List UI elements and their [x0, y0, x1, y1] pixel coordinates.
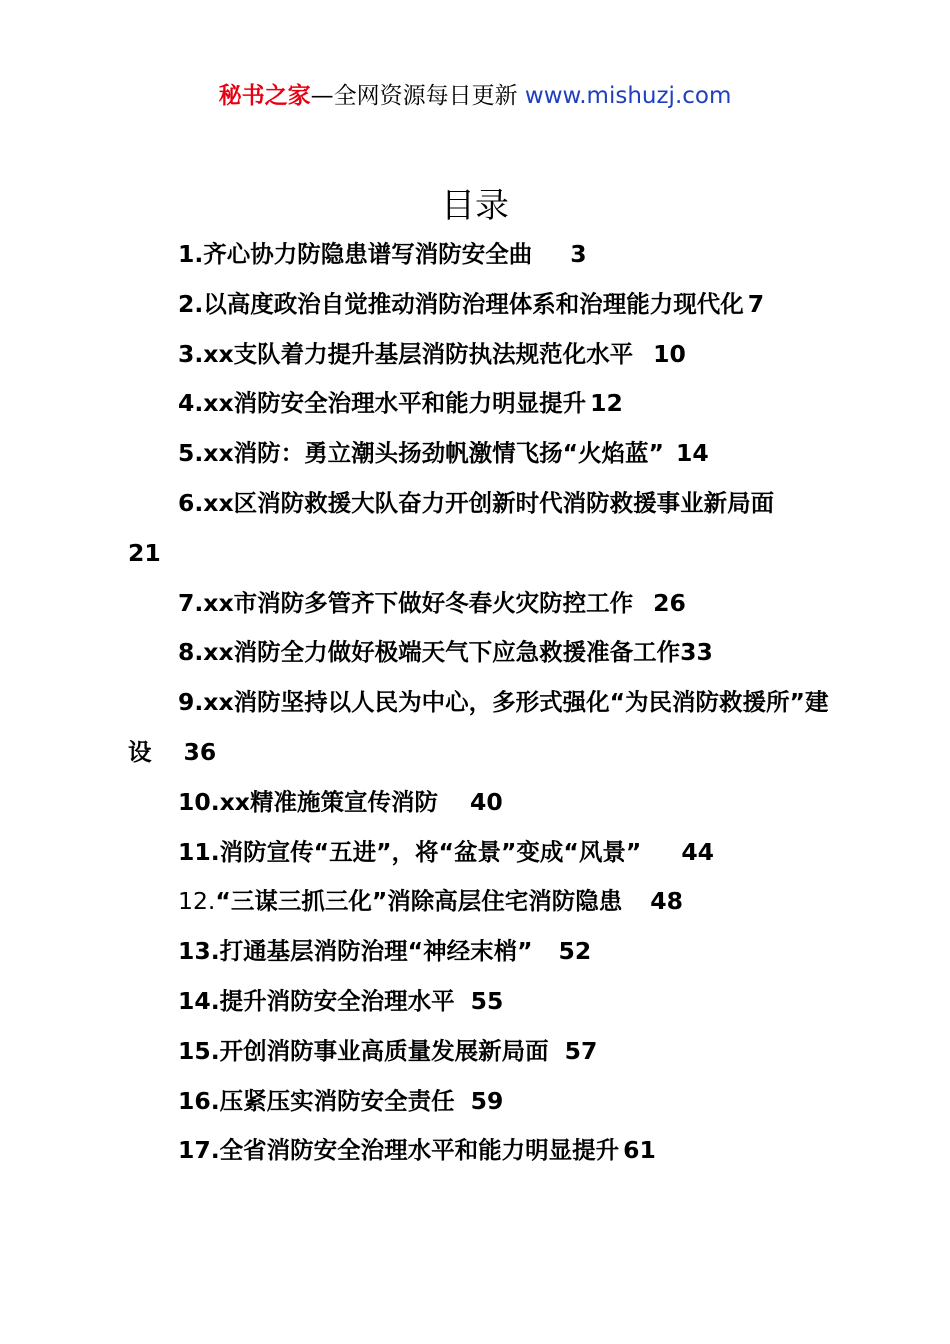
toc-text: xx支队着力提升基层消防执法规范化水平	[203, 339, 634, 368]
toc-number: 17.	[178, 1136, 220, 1165]
toc-entry[interactable]	[128, 230, 838, 280]
toc-text: 开创消防事业高质量发展新局面	[219, 1036, 549, 1065]
toc-entry[interactable]	[128, 479, 838, 579]
toc-text: “三谋三抓三化”消除高层住宅消防隐患	[215, 887, 623, 916]
site-header	[0, 80, 950, 112]
toc-text: 以高度政治自觉推动消防治理体系和治理能力现代化	[203, 289, 744, 318]
toc-number: 16.	[178, 1086, 220, 1115]
toc-number: 12.	[178, 887, 216, 916]
toc-entry[interactable]	[128, 429, 838, 479]
toc-entry[interactable]	[128, 628, 838, 678]
toc-entry[interactable]	[128, 330, 838, 380]
toc-page: 3	[570, 240, 587, 268]
toc-number: 8.	[178, 638, 204, 667]
toc-text: xx消防安全治理水平和能力明显提升	[203, 389, 587, 418]
toc-number: 10.	[178, 787, 220, 816]
toc-page: 36	[183, 737, 217, 766]
toc-page: 59	[470, 1086, 504, 1115]
toc-number: 11.	[178, 837, 220, 866]
toc-text: 打通基层消防治理“神经末梢”	[219, 937, 533, 966]
toc-entry[interactable]	[128, 280, 838, 330]
toc-page: 26	[653, 588, 686, 617]
toc-text: 提升消防安全治理水平	[219, 986, 455, 1015]
toc-entry[interactable]	[128, 1027, 838, 1077]
toc-number: 7.	[178, 588, 204, 617]
toc-text: xx区消防救援大队奋力开创新时代消防救援事业新局面	[203, 488, 775, 517]
toc-entry[interactable]	[128, 828, 838, 878]
page-title: 目录	[441, 186, 509, 226]
toc-number: 15.	[178, 1036, 220, 1065]
toc-entry[interactable]	[128, 877, 838, 927]
toc-page: 52	[558, 937, 592, 966]
toc-number: 14.	[178, 986, 220, 1015]
toc-page: 61	[623, 1136, 656, 1165]
toc-number: 3.	[178, 339, 204, 368]
toc-text: 消防宣传“五进”，将“盆景”变成“风景”	[219, 837, 642, 866]
toc-number: 13.	[178, 937, 220, 966]
table-of-contents	[128, 230, 838, 1176]
toc-entry[interactable]	[128, 678, 838, 778]
toc-entry[interactable]	[128, 1077, 838, 1127]
toc-number: 2.	[178, 289, 204, 318]
toc-text: xx消防：勇立潮头扬劲帆激情飞扬“火焰蓝”	[203, 439, 664, 468]
toc-page: 33	[680, 638, 713, 667]
toc-page: 57	[564, 1036, 598, 1065]
site-url-link[interactable]: www.mishuzj.com	[524, 83, 732, 109]
toc-text: xx市消防多管齐下做好冬春火灾防控工作	[203, 588, 634, 617]
toc-text: xx消防全力做好极端天气下应急救援准备工作	[203, 638, 681, 667]
toc-page: 7	[747, 289, 765, 318]
toc-text: 齐心协力防隐患谱写消防安全曲	[203, 240, 533, 268]
toc-page: 12	[590, 389, 623, 418]
toc-text: 全省消防安全治理水平和能力明显提升	[219, 1136, 620, 1165]
toc-number: 9.	[178, 688, 204, 717]
toc-page: 14	[676, 439, 709, 468]
toc-page: 44	[681, 837, 715, 866]
toc-page: 55	[470, 986, 504, 1015]
toc-text: xx消防坚持以人民为中心，多形式强化“为民消防救援所”建设	[128, 688, 829, 766]
toc-page: 21	[128, 538, 161, 567]
toc-text: 压紧压实消防安全责任	[219, 1086, 455, 1115]
toc-entry[interactable]	[128, 379, 838, 429]
toc-page: 48	[650, 887, 683, 916]
toc-entry[interactable]	[128, 778, 838, 828]
toc-entry[interactable]	[128, 579, 838, 629]
toc-entry[interactable]	[128, 927, 838, 977]
site-brand: 秘书之家	[218, 83, 311, 109]
toc-number: 4.	[178, 389, 204, 418]
toc-page: 40	[469, 787, 503, 816]
toc-number: 1.	[178, 240, 204, 268]
toc-number: 5.	[178, 439, 204, 468]
toc-text: xx精准施策宣传消防	[219, 787, 438, 816]
toc-entry[interactable]	[128, 1126, 838, 1176]
toc-entry[interactable]	[128, 977, 838, 1027]
toc-page: 10	[653, 339, 686, 368]
site-tagline: —全网资源每日更新	[310, 83, 518, 109]
toc-number: 6.	[178, 488, 204, 517]
